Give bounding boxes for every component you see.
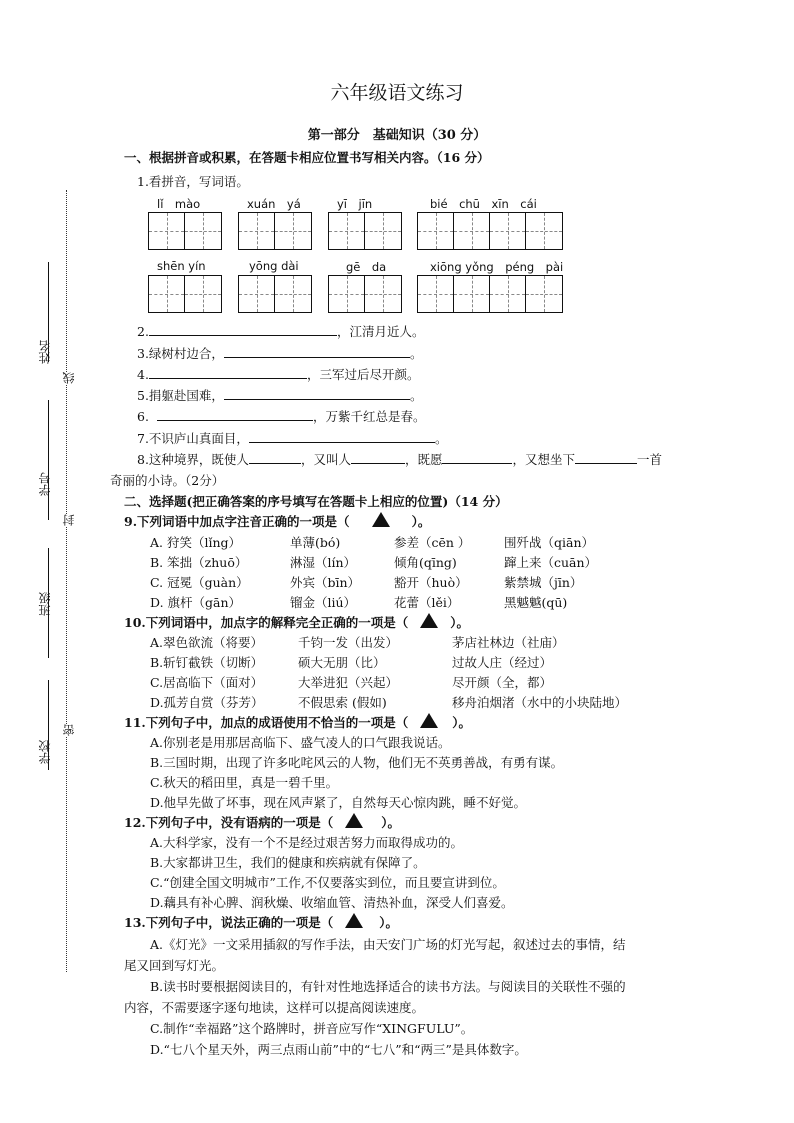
section-2-heading: 二、选择题(把正确答案的序号填写在答题卡上相应的位置)（14 分） (124, 494, 508, 509)
char-box-3[interactable] (328, 212, 402, 250)
q8-e: 一首 (636, 452, 662, 467)
q12-a: A.大科学家，没有一个不是经过艰苦努力而取得成功的。 (150, 835, 464, 850)
q4-line (137, 365, 419, 383)
q11-stem-line (124, 713, 471, 731)
q9-b-2: 淋湿（lín） (290, 555, 357, 570)
q13-c: C.制作“幸福路”这个路牌时，拼音应写作“XINGFULU”。 (150, 1021, 474, 1036)
q10-b-2: 硕大无朋（比） (298, 655, 386, 670)
q8-d: ，又想坐下 (512, 452, 575, 467)
q9-c-1: C. 冠冕（guàn） (150, 575, 249, 590)
q10-stem: 10.下列词语中，加点字的解释完全正确的一项是（ (124, 615, 409, 630)
q10-c-2: 大举进犯（兴起） (298, 675, 399, 690)
answer-triangle-icon (420, 613, 438, 628)
pinyin-8: xiōng yǒng péng pài (430, 260, 564, 274)
number-write-line[interactable] (48, 400, 53, 520)
q9-b-4: 蹿上来（cuān） (504, 555, 598, 570)
q10-stem-line (124, 613, 469, 631)
q9-d-2: 镏金（liú） (290, 595, 357, 610)
char-box-5[interactable] (148, 275, 222, 313)
q8-blank-2[interactable] (351, 451, 405, 464)
q10-d-3: 移舟泊烟渚（水中的小块陆地） (452, 695, 628, 710)
q13-d: D.“七八个星天外，两三点雨山前”中的“七八”和“两三”是具体数字。 (150, 1042, 527, 1057)
q4-num: 4. (137, 367, 149, 382)
char-box-6[interactable] (238, 275, 312, 313)
part-heading: 第一部分 基础知识（30 分） (307, 128, 487, 143)
q13-b-line2: 内容，不需要逐字逐句地读，这样可以提高阅读速度。 (124, 1000, 425, 1015)
binding-line-char: 线 (62, 372, 76, 384)
q13-end: ）。 (379, 915, 399, 930)
q8-line (137, 450, 662, 468)
q2-num: 2. (137, 324, 149, 339)
q9-stem: 9.下列词语中加点字注音正确的一项是（ (124, 514, 350, 529)
q9-d-3: 花蕾（lěi） (394, 595, 460, 610)
char-box-1[interactable] (148, 212, 222, 250)
q10-a-1: A.翠色欲流（将要） (150, 635, 264, 650)
q11-d: D.他早先做了坏事，现在风声紧了，自然每天心惊肉跳，睡不好觉。 (150, 795, 527, 810)
pinyin-7: gē da (346, 260, 387, 274)
q10-a-2: 千钧一发（出发） (298, 635, 399, 650)
q5-end: 。 (409, 388, 423, 403)
q5-blank[interactable] (224, 387, 410, 400)
q9-end: ）。 (411, 514, 431, 529)
char-box-7[interactable] (328, 275, 402, 313)
q9-c-3: 豁开（huò） (394, 575, 468, 590)
q2-text: ，江清月近人。 (336, 324, 425, 339)
q9-b-1: B. 笨拙（zhuō） (150, 555, 248, 570)
q1-label: 1.看拼音，写词语。 (137, 174, 249, 189)
q8-c: ，既愿 (404, 452, 443, 467)
name-label: 姓名 (38, 340, 52, 364)
q5-text: 5.捐躯赴国难， (137, 388, 224, 403)
q12-stem: 12.下列句子中，没有语病的一项是（ (124, 815, 334, 830)
answer-triangle-icon (345, 913, 363, 928)
pinyin-4: bié chū xīn cái (430, 197, 537, 211)
q9-c-4: 紫禁城（jīn） (504, 575, 583, 590)
q9-b-3: 倾角(qīng) (394, 555, 457, 570)
q13-a-line2: 尾又回到写灯光。 (124, 958, 225, 973)
pinyin-3: yī jīn (337, 197, 373, 211)
q9-d-4: 黑魆魆(qū) (504, 595, 568, 610)
q2-blank[interactable] (149, 323, 337, 336)
q12-d: D.藕具有补心脾、润秋燥、收缩血管、清热补血，深受人们喜爱。 (150, 895, 514, 910)
q6-line (137, 407, 425, 425)
q4-blank[interactable] (149, 366, 307, 379)
q13-stem: 13.下列句子中，说法正确的一项是（ (124, 915, 334, 930)
class-label: 班级 (38, 592, 52, 616)
q8-blank-1[interactable] (249, 451, 301, 464)
q13-stem-line (124, 913, 398, 931)
binding-secret-char: 密 (62, 724, 76, 736)
q10-d-2: 不假思索 (假如) (298, 695, 387, 710)
q9-a-2: 单薄(bó) (290, 535, 341, 550)
binding-seal-char: 封 (62, 514, 76, 526)
q11-b: B.三国时期，出现了许多叱咤风云的人物，他们无不英勇善战，有勇有谋。 (150, 755, 564, 770)
school-label: 学校 (38, 740, 52, 764)
q6-blank[interactable] (157, 408, 313, 421)
q12-stem-line (124, 813, 400, 831)
char-box-4[interactable] (417, 212, 563, 250)
q12-end: ）。 (381, 815, 401, 830)
q8-a: 8.这种境界，既使人 (137, 452, 249, 467)
q2-line (137, 322, 424, 340)
q10-end: ）。 (450, 615, 470, 630)
q8-blank-4[interactable] (575, 451, 637, 464)
q10-d-1: D.孤芳自赏（芬芳） (150, 695, 264, 710)
q10-a-3: 茅店社林边（社庙） (452, 635, 565, 650)
q11-a: A.你别老是用那居高临下、盛气凌人的口气跟我说话。 (150, 735, 451, 750)
q9-d-1: D. 旗杆（gān） (150, 595, 242, 610)
char-box-8[interactable] (417, 275, 563, 313)
q10-b-3: 过故人庄（经过） (452, 655, 553, 670)
q13-a-line1: A.《灯光》一文采用插叙的写作手法，由天安门广场的灯光写起，叙述过去的事情，结 (150, 937, 626, 952)
answer-triangle-icon (420, 713, 438, 728)
page-title: 六年级语文练习 (330, 82, 464, 104)
q3-end: 。 (409, 346, 423, 361)
q9-a-4: 围歼战（qiān） (504, 535, 595, 550)
q9-stem-line (124, 512, 430, 530)
q7-line (137, 429, 447, 447)
section-1-heading: 一、根据拼音或积累，在答题卡相应位置书写相关内容。（16 分） (124, 150, 490, 165)
q4-text: ，三军过后尽开颜。 (306, 367, 420, 382)
q7-text: 7.不识庐山真面目， (137, 431, 249, 446)
q8-b: ，又叫人 (300, 452, 351, 467)
q12-c: C.“创建全国文明城市”工作,不仅要落实到位，而且要宣讲到位。 (150, 875, 505, 890)
q5-line (137, 386, 422, 404)
q10-b-1: B.斩钉截铁（切断） (150, 655, 264, 670)
q8-line-2: 奇丽的小诗。（2分） (110, 473, 225, 488)
q11-stem: 11.下列句子中，加点的成语使用不恰当的一项是（ (124, 715, 409, 730)
pinyin-6: yōng dài (249, 259, 299, 273)
number-label: 学号 (38, 472, 52, 496)
q9-a-3: 参差（cēn ） (394, 535, 471, 550)
q10-c-3: 尽开颜（全，都） (452, 675, 553, 690)
q11-c: C.秋天的稻田里，真是一碧千里。 (150, 775, 339, 790)
q3-text: 3.绿树村边合， (137, 346, 224, 361)
q9-a-1: A. 狩笑（lǐng） (150, 535, 242, 550)
answer-triangle-icon (372, 512, 390, 527)
pinyin-2: xuán yá (247, 197, 301, 211)
q13-b-line1: B.读书时要根据阅读目的，有针对性地选择适合的读书方法。与阅读目的关联性不强的 (150, 979, 626, 994)
pinyin-5: shēn yín (157, 259, 206, 273)
char-box-2[interactable] (238, 212, 312, 250)
q10-c-1: C.居高临下（面对） (150, 675, 264, 690)
q8-blank-3[interactable] (442, 451, 512, 464)
q7-blank[interactable] (249, 430, 435, 443)
q6-num: 6. (137, 409, 149, 424)
answer-triangle-icon (345, 813, 363, 828)
q9-c-2: 外宾（bīn） (290, 575, 361, 590)
q11-end: ）。 (452, 715, 472, 730)
q6-text: ，万紫千红总是春。 (312, 409, 426, 424)
q3-line (137, 344, 422, 362)
pinyin-1: lǐ mào (157, 197, 201, 211)
q3-blank[interactable] (224, 345, 410, 358)
q12-b: B.大家都讲卫生，我们的健康和疾病就有保障了。 (150, 855, 426, 870)
q7-end: 。 (434, 431, 448, 446)
binding-dotted-line (66, 190, 67, 972)
